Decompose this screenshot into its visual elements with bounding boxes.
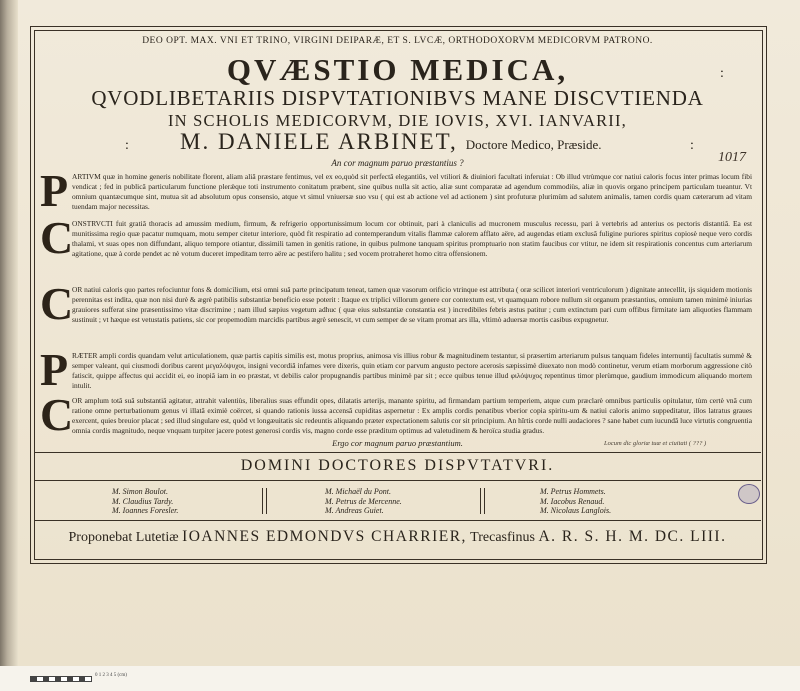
doctor-name: M. Michaël du Pont. bbox=[325, 487, 391, 496]
scale-ruler bbox=[30, 676, 92, 682]
paragraph-text: ONSTRVCTI fuit gratiâ thoracis ad amussim medium, firmum, & refrigerio opportunissimum locum cor obtinuit, pari à claniculis ad mucronem musculus recessu, pari à vertebris ad anterius os pectoris distantiâ. Ea est munitissima regio quæ pacatur numquam, motu semper citetur interiore, quòd fit respiratio ad contemperandum vitalis flammæ calorem afflato aëre, ad augendas etiam exclusâ fuligine puriores spiritus copiosè neque vero cordis thalami, vt suas opes non diffundant, aliquo tempore otiantur, dissimili tamen in genitis ratione, in quibus pulmone tanquam spiritus promptuario non statim faucibus cor vtitur, ne idem sit respirationis concentus cum arteriarum agitatione, quæ à corde pendet ac nè votum duceret impeditam terro aëre ac pestifero halitu ; sed vocem protraheret homo citra offensionem. bbox=[72, 219, 752, 259]
respondent-origin: Trecasfinus bbox=[470, 530, 535, 545]
respondent-name: IOANNES EDMONDVS CHARRIER, bbox=[182, 528, 467, 545]
handwritten-number: 1017 bbox=[718, 150, 746, 165]
paragraph-text: OR amplum totâ suâ substantiâ agitatur, attrahit valentiùs, liberalius suas effundit opes, dilatatis arterijs, manante spiritu, ad firmandam partium temperiem, atque cum præclarè omnibus particulis opitulatur, tùm certè vnâ cum ratione omne perturbationum genus vi illatâ eximiè coërcet, si quando rationis iussa accensâ cupiditas aspernetur : Ex amplis cordis penatibus vberior copia spiritu-um & natiui caloris animo suppeditatur, illos latratus graues exercent, quies breuior placat ; sed illud singulare est, quòd vt longæuitatis sic redeuntis aliquando præter expectationem salutis cor sit principium. An hîrtis corde nulli audaciores ? sane habet cum iucundâ luce virtutis congruentia omnia cordis magnitudo, neque vnquam turpiter jacere potest generosi cordis vis, magno corde esse præditum optimus ad valetudinem & heroïca studia gradus. bbox=[72, 396, 752, 436]
drop-capital: C bbox=[40, 278, 74, 329]
doctors-column-1 bbox=[112, 487, 178, 516]
paragraph-2 bbox=[40, 212, 752, 280]
drop-capital: P bbox=[40, 165, 69, 216]
ornament-dot: : bbox=[125, 138, 129, 153]
year-line: A. R. S. H. M. DC. LIII. bbox=[538, 528, 727, 545]
drop-capital: C bbox=[40, 212, 74, 263]
divider-line bbox=[34, 452, 761, 453]
doctor-name: M. Claudius Tardy. bbox=[112, 496, 174, 506]
paragraph-3 bbox=[40, 278, 752, 346]
paragraph-text: OR natiui caloris quo partes refociuntur fons & domicilium, etsi omni suâ parte principatum teneat, tamen quæ vasorum orificio vtrinque est attributa ( oræ scilicet interiori ventriculorum ) dignitate antecellit, ijs siquidem motionis perennitas est indita, quæ non nisi durè & ægrè patibilis substantiæ beneficio esse poterit : Itaque ex triplici villorum genere cor contextum est, vt quamquam robore nullum sit organum præstantius, omnium tamen minimè iniurias grauiores sufferat sine præsentissimo vitæ discrimine ; nam illud sæpius vegetum adhuc ( quæ eius substantiæ constantia est ) incredibiles febris æstus patitur ; cum extinctum pari cum offibus firmitate iam aliquoties flammam sustinuit ; vt hæque est vetustatis patiens, sic cor propemodùm marcidis partibus ægrè senescit, vt cum semper de se vitam promat ars illa, vltimò aduersæ mortis casibus expugnetur. bbox=[72, 285, 752, 325]
divider-line bbox=[34, 520, 761, 521]
doctor-name: M. Iacobus Renaud. bbox=[540, 496, 605, 506]
handwritten-note: Locum dic gloriæ tuæ et ciuitati ( ??? ) bbox=[604, 440, 707, 447]
proponebat-prefix: Proponebat Lutetiæ bbox=[68, 530, 179, 545]
scan-bottom-margin bbox=[0, 666, 800, 691]
library-stamp bbox=[738, 484, 760, 504]
thesis-question: An cor magnum paruo præstantius ? bbox=[331, 158, 464, 168]
doctor-name: M. Ioannes Foresler. bbox=[112, 506, 179, 515]
paragraph-4 bbox=[40, 344, 752, 395]
doctor-name: M. Nicolaus Langlois. bbox=[540, 506, 612, 515]
document-subtitle: QVODLIBETARIIS DISPVTATIONIBVS MANE DISCVTIENDA bbox=[91, 86, 704, 110]
divider-line bbox=[34, 480, 761, 481]
praeses-name: M. DANIELE ARBINET, bbox=[180, 129, 458, 154]
ornament-dot: : bbox=[690, 138, 694, 153]
column-separator bbox=[266, 488, 267, 514]
paragraph-1 bbox=[40, 165, 752, 216]
dedication-line: DEO OPT. MAX. VNI ET TRINO, VIRGINI DEIPARÆ, ET S. LVCÆ, ORTHODOXORVM MEDICORVM PATRONO. bbox=[142, 36, 653, 46]
scale-ruler-label: 0 1 2 3 4 5 (cm) bbox=[95, 673, 127, 678]
location-date-line: IN SCHOLIS MEDICORVM, DIE IOVIS, XVI. IANVARII, bbox=[167, 111, 627, 130]
praeses-role: Doctore Medico, Præside. bbox=[465, 137, 602, 152]
doctor-name: M. Petrus de Mercenne. bbox=[325, 496, 402, 506]
document-title: QVÆSTIO MEDICA, bbox=[226, 52, 569, 87]
column-separator bbox=[484, 488, 485, 514]
proponebat-line bbox=[34, 528, 761, 546]
scan-binding-edge bbox=[0, 0, 18, 691]
praeses-line bbox=[180, 129, 600, 155]
doctor-name: M. Andreas Guiet. bbox=[325, 506, 384, 515]
paragraph-text: RÆTER ampli cordis quandam velut articulationem, quæ partis capitis similis est, motus proprius, animosa vis illius robur & magnitudinem testantur, si præsertim arteriarum pulsus tanquam fideles internuntij facultatis summè & semper valeant, qui ciusmodi doribus carent μεγαλόψυχοι, insigni vecordiâ infames vere dixeris, quin etiam cor parvum angusto pectore acerosis sæpissimè diuexato non modò continetur, verum etiam morborum aggressione citò fatiscit, quippe affectus qui accidit ei, eo inopiâ iam in eo præstat, vt debilis calor propugnandis partibus minimè par sit ; ecce quibus tenue illud φιλόψυχος repentinus timor plerùmque, gaudium immodicum aliquando mortem intulit. bbox=[72, 351, 752, 391]
ergo-conclusion: Ergo cor magnum paruo præstantium. bbox=[332, 438, 463, 448]
paragraph-text: ARTIVM quæ in homine generis nobilitate florent, aliam aliâ præstare fentimus, vel ex eo,quòd sit perfectâ elegantiûs, vel vtiliori & diuiniori facultati inferuiat : Ob illud vtrùmque cor natiui caloris focus inter primas locum fibi vendicat ; fed in publicâ particularum functione plerǽque toti instrumento conitatum præbent, sine quibus nulla sit actio, aliæ sunt comparatæ ad agendum commodiùs, aliæ in quovis organo principem particulam tueantur. Vt omnium quantæcumque sint, mutua sit ad absolutum opus consensio, atque vt simul vniuersæ suo vsu ( qui est ab actione vel ad actionem ) sint profuturæ plurimùm ad salutem animalis, tamen cordis quam cæterarum ad vitam tuendam major necessitas. bbox=[72, 172, 752, 212]
doctors-header: DOMINI DOCTORES DISPVTATVRI. bbox=[240, 457, 555, 474]
ornament-dot: : bbox=[720, 66, 724, 81]
doctors-column-3 bbox=[540, 487, 611, 516]
drop-capital: P bbox=[40, 344, 69, 395]
doctor-name: M. Petrus Hommets. bbox=[540, 487, 606, 496]
doctors-column-2 bbox=[325, 487, 402, 516]
paragraph-5 bbox=[40, 389, 752, 440]
doctor-name: M. Simon Boulot. bbox=[112, 487, 168, 496]
column-separator bbox=[480, 488, 481, 514]
drop-capital: C bbox=[40, 389, 74, 440]
column-separator bbox=[262, 488, 263, 514]
